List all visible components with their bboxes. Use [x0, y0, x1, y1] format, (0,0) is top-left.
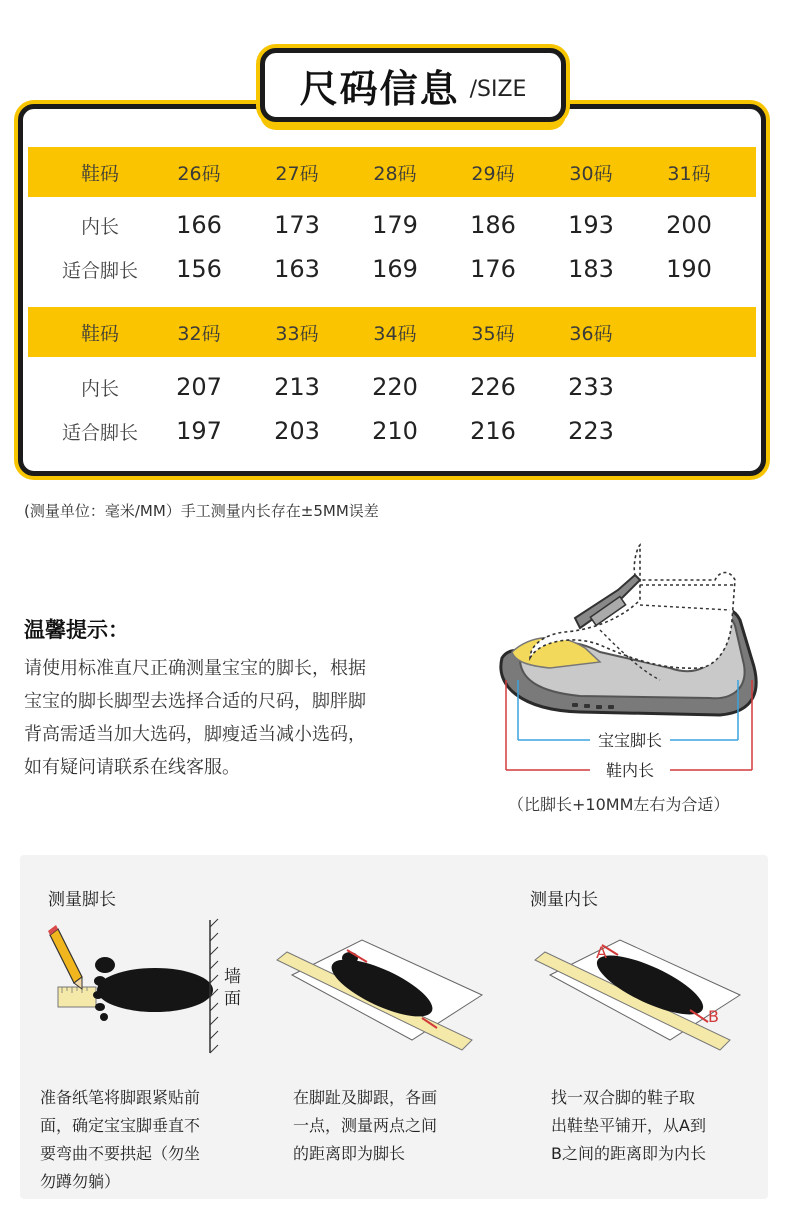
table-cell: 156 [176, 255, 222, 283]
table-cell: 163 [274, 255, 320, 283]
row-label: 内长 [80, 377, 119, 400]
table-cell: 213 [274, 373, 320, 401]
table-cell: 169 [372, 255, 418, 283]
header-cell: 33码 [275, 322, 319, 345]
size-header-row [28, 147, 756, 197]
table-cell: 220 [372, 373, 418, 401]
measure-inner-title: 测量内长 [530, 890, 598, 910]
shoe-caption: （比脚长+10MM左右为合适） [508, 795, 730, 814]
step-line: 面，确定宝宝脚垂直不 [40, 1116, 201, 1135]
size-row [28, 409, 756, 453]
header-cell: 29码 [471, 162, 515, 185]
header-cell: 34码 [373, 322, 417, 345]
header-cell: 30码 [569, 162, 613, 185]
tips-line: 宝宝的脚长脚型去选择合适的尺码，脚胖脚 [24, 691, 366, 712]
table-cell: 207 [176, 373, 222, 401]
table-cell: 210 [372, 417, 418, 445]
page-title [260, 48, 566, 122]
tips-line: 背高需适当加大选码，脚瘦适当减小选码， [24, 724, 366, 745]
point-a-label: A [596, 943, 607, 962]
step-line: 一点，测量两点之间 [293, 1116, 438, 1135]
header-cell: 31码 [667, 162, 711, 185]
point-b-label: B [708, 1007, 719, 1026]
tips-title: 温馨提示： [24, 618, 129, 642]
row-label: 适合脚长 [61, 421, 138, 444]
tips-line: 请使用标准直尺正确测量宝宝的脚长，根据 [24, 658, 366, 679]
tips-line: 如有疑问请联系在线客服。 [24, 757, 240, 778]
table-cell: 179 [372, 211, 418, 239]
table-cell: 233 [568, 373, 614, 401]
title-subtext: /SIZE [469, 76, 527, 102]
inner-length-label: 鞋内长 [605, 761, 655, 780]
size-row [28, 247, 756, 291]
header-cell: 35码 [471, 322, 515, 345]
row-label: 适合脚长 [61, 259, 138, 282]
step-3-text [551, 1084, 751, 1168]
step-1-text [40, 1084, 240, 1196]
step-line: 在脚趾及脚跟，各画 [293, 1088, 438, 1107]
step-line: 找一双合脚的鞋子取 [551, 1088, 696, 1107]
table-cell: 173 [274, 211, 320, 239]
table-cell: 216 [470, 417, 516, 445]
header-cell: 27码 [275, 162, 319, 185]
table-cell: 176 [470, 255, 516, 283]
step-line: 的距离即为脚长 [293, 1144, 406, 1163]
title-text: 尺码信息 [299, 66, 460, 111]
step-line: 勿蹲勿躺） [40, 1172, 121, 1191]
tips-body [24, 652, 444, 784]
insole-ruler-illustration [530, 930, 750, 1060]
step-line: B之间的距离即为内长 [551, 1144, 706, 1163]
table-cell: 197 [176, 417, 222, 445]
table-cell: 223 [568, 417, 614, 445]
size-table [18, 104, 766, 476]
wall-label: 墙面 [224, 967, 241, 1009]
foot-ruler-illustration [272, 930, 492, 1060]
step-line: 准备纸笔将脚跟紧贴前 [40, 1088, 201, 1107]
header-cell: 26码 [177, 162, 221, 185]
header-cell: 鞋码 [80, 162, 119, 185]
size-row [28, 365, 756, 409]
measurement-note: (测量单位：毫米/MM）手工测量内长存在±5MM误差 [24, 502, 379, 520]
header-cell: 36码 [569, 322, 613, 345]
table-cell: 193 [568, 211, 614, 239]
size-row [28, 203, 756, 247]
foot-length-label: 宝宝脚长 [597, 731, 663, 750]
header-cell: 28码 [373, 162, 417, 185]
step-2-text [293, 1084, 493, 1168]
table-cell: 200 [666, 211, 712, 239]
shoe-diagram [490, 540, 770, 790]
table-cell: 190 [666, 255, 712, 283]
header-cell: 32码 [177, 322, 221, 345]
row-label: 内长 [80, 215, 119, 238]
step-line: 要弯曲不要拱起（勿坐 [40, 1144, 201, 1163]
size-header-row [28, 307, 756, 357]
header-cell: 鞋码 [80, 322, 119, 345]
table-cell: 226 [470, 373, 516, 401]
table-cell: 203 [274, 417, 320, 445]
step-line: 出鞋垫平铺开，从A到 [551, 1116, 706, 1135]
table-cell: 166 [176, 211, 222, 239]
measure-foot-title: 测量脚长 [48, 890, 116, 910]
table-cell: 186 [470, 211, 516, 239]
table-cell: 183 [568, 255, 614, 283]
